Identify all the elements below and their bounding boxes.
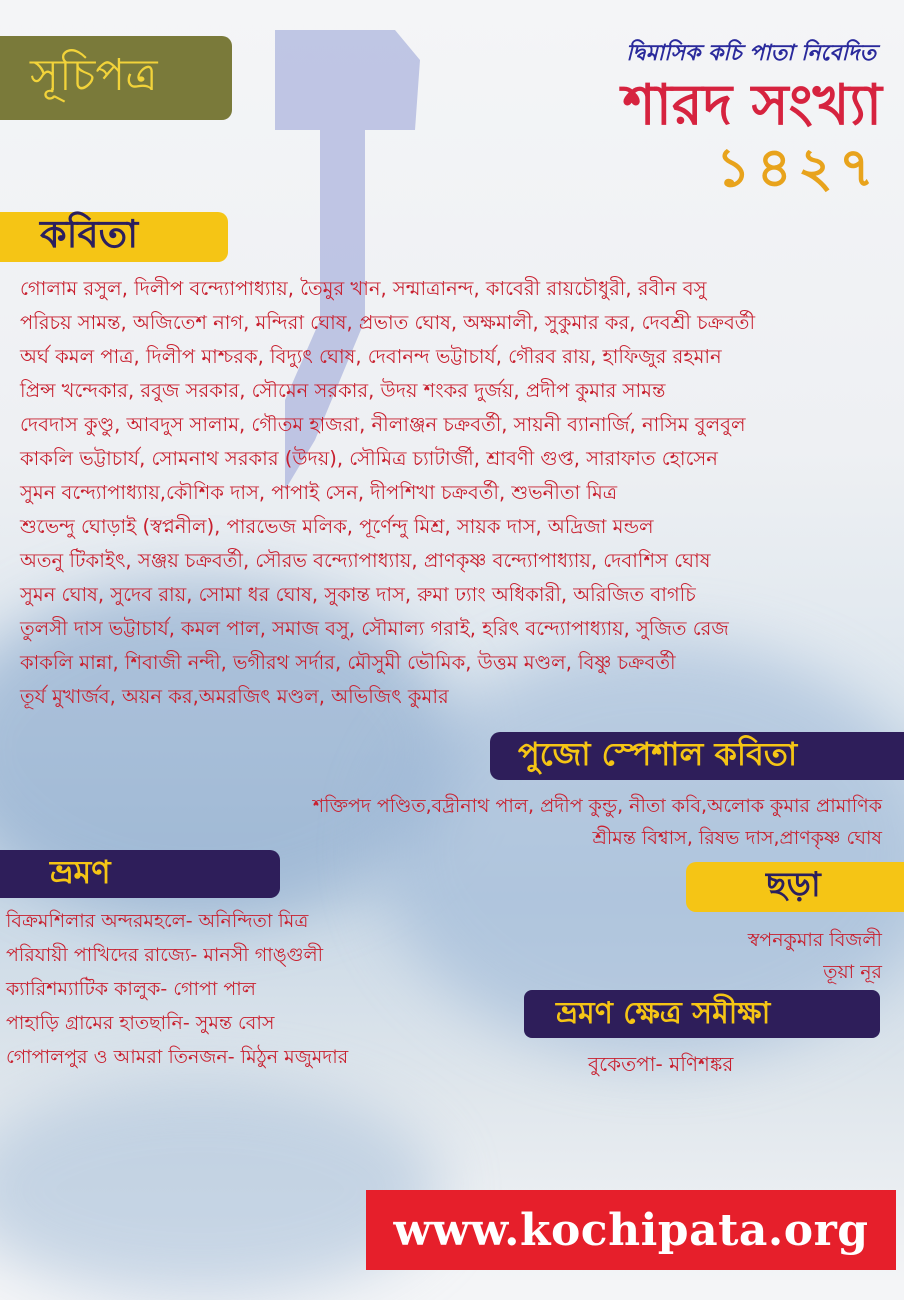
list-item: গোলাম রসুল, দিলীপ বন্দ্যোপাধ্যায়, তৈমুর খান, সন্মাত্রানন্দ, কাবেরী রায়চৌধুরী, রবীন বসু <box>20 277 707 300</box>
list-item: পাহাড়ি গ্রামের হাতছানি- সুমন্ত বোস <box>6 1012 275 1034</box>
list-item: কাকলি ভট্টাচার্য, সোমনাথ সরকার (উদয়), সৌমিত্র চ্যাটার্জী, শ্রাবণী গুপ্ত, সারাফাত হোসেন <box>20 447 718 470</box>
section-heading-bhromon-khetro <box>524 990 880 1038</box>
chhora-author-list <box>748 924 882 988</box>
list-item: ক্যারিশম্যাটিক কালুক- গোপা পাল <box>6 978 256 1000</box>
list-item: প্রিন্স খন্দেকার, রবুজ সরকার, সৌমেন সরকার, উদয় শংকর দুর্জয়, প্রদীপ কুমার সামন্ত <box>20 379 666 402</box>
list-item: পরিযায়ী পাখিদের রাজ্যে- মানসী গাঙ্গুলী <box>6 944 324 966</box>
list-item: অতনু টিকাইৎ, সঞ্জয় চক্রবর্তী, সৌরভ বন্দ্যোপাধ্যায়, প্রাণকৃষ্ণ বন্দ্যোপাধ্যায়, দেবাশিস ঘোষ <box>20 549 711 572</box>
list-item: কাকলি মান্না, শিবাজী নন্দী, ভগীরথ সর্দার, মৌসুমী ভৌমিক, উত্তম মণ্ডল, বিষ্ণু চক্রবর্তী <box>20 651 676 674</box>
issue-title: শারদ সংখ্যা <box>622 73 882 138</box>
kobita-author-list <box>20 272 890 714</box>
section-heading-label: কবিতা <box>40 212 139 256</box>
section-heading-label: ভ্রমণ ক্ষেত্র সমীক্ষা <box>556 995 771 1031</box>
puja-special-author-list <box>313 790 882 854</box>
section-heading-label: পুজো স্পেশাল কবিতা <box>518 735 798 773</box>
magazine-subtitle: দ্বিমাসিক কচি পাতা নিবেদিত <box>626 41 876 66</box>
list-item: অর্ঘ কমল পাত্র, দিলীপ মাশ্চরক, বিদ্যুৎ ঘোষ, দেবানন্দ ভট্টাচার্য, গৌরব রায়, হাফিজুর রহমান <box>20 345 722 368</box>
section-heading-chhora <box>686 862 904 912</box>
list-item: তূর্য মুখার্জব, অয়ন কর,অমরজিৎ মণ্ডল, অভিজিৎ কুমার <box>20 685 449 708</box>
bhromon-article-list <box>6 904 348 1074</box>
section-heading-kobita <box>0 212 228 262</box>
list-item: তূয়া নূর <box>823 961 882 983</box>
list-item: তুলসী দাস ভট্টাচার্য, কমল পাল, সমাজ বসু, সৌমাল্য গরাই, হরিৎ বন্দ্যোপাধ্যায়, সুজিত রেজ <box>20 617 729 640</box>
issue-year: ১৪২৭ <box>715 136 880 199</box>
list-item: শক্তিপদ পণ্ডিত,বদ্রীনাথ পাল, প্রদীপ কুন্ডু, নীতা কবি,অলোক কুমার প্রামাণিক <box>312 795 882 817</box>
list-item: পরিচয় সামন্ত, অজিতেশ নাগ, মন্দিরা ঘোষ, প্রভাত ঘোষ, অক্ষমালী, সুকুমার কর, দেবশ্রী চক্রবর্তী <box>20 311 756 334</box>
list-item: স্বপনকুমার বিজলী <box>747 929 882 951</box>
list-item: শ্রীমন্ত বিশ্বাস, রিষভ দাস,প্রাণকৃষ্ণ ঘোষ <box>592 827 882 849</box>
section-heading-label: ছড়া <box>766 864 821 905</box>
section-heading-label: ভ্রমণ <box>50 853 111 891</box>
list-item: দেবদাস কুণ্ডু, আবদুস সালাম, গৌতম হাজরা, নীলাঞ্জন চক্রবর্তী, সায়নী ব্যানার্জি, নাসিম বুলবুল <box>20 413 746 436</box>
list-item: বিক্রমশিলার অন্দরমহলে- অনিন্দিতা মিত্র <box>6 910 309 932</box>
section-heading-puja-special <box>490 732 904 780</box>
toc-title: সূচিপত্র <box>0 36 232 120</box>
list-item: সুমন বন্দ্যোপাধ্যায়,কৌশিক দাস, পাপাই সেন, দীপশিখা চক্রবর্তী, শুভনীতা মিত্র <box>20 481 618 504</box>
bhromon-khetro-article: বুকেতপা- মণিশঙ্কর <box>588 1052 734 1076</box>
list-item: সুমন ঘোষ, সুদেব রায়, সোমা ধর ঘোষ, সুকান্ত দাস, রুমা ঢ্যাং অধিকারী, অরিজিত বাগচি <box>20 583 696 606</box>
list-item: গোপালপুর ও আমরা তিনজন- মিঠুন মজুমদার <box>6 1046 349 1068</box>
section-heading-bhromon <box>0 850 280 898</box>
website-url[interactable]: www.kochipata.org <box>366 1190 896 1270</box>
list-item: শুভেন্দু ঘোড়াই (স্বপ্ননীল), পারভেজ মলিক, পূর্ণেন্দু মিশ্র, সায়ক দাস, অদ্রিজা মন্ডল <box>20 515 654 538</box>
